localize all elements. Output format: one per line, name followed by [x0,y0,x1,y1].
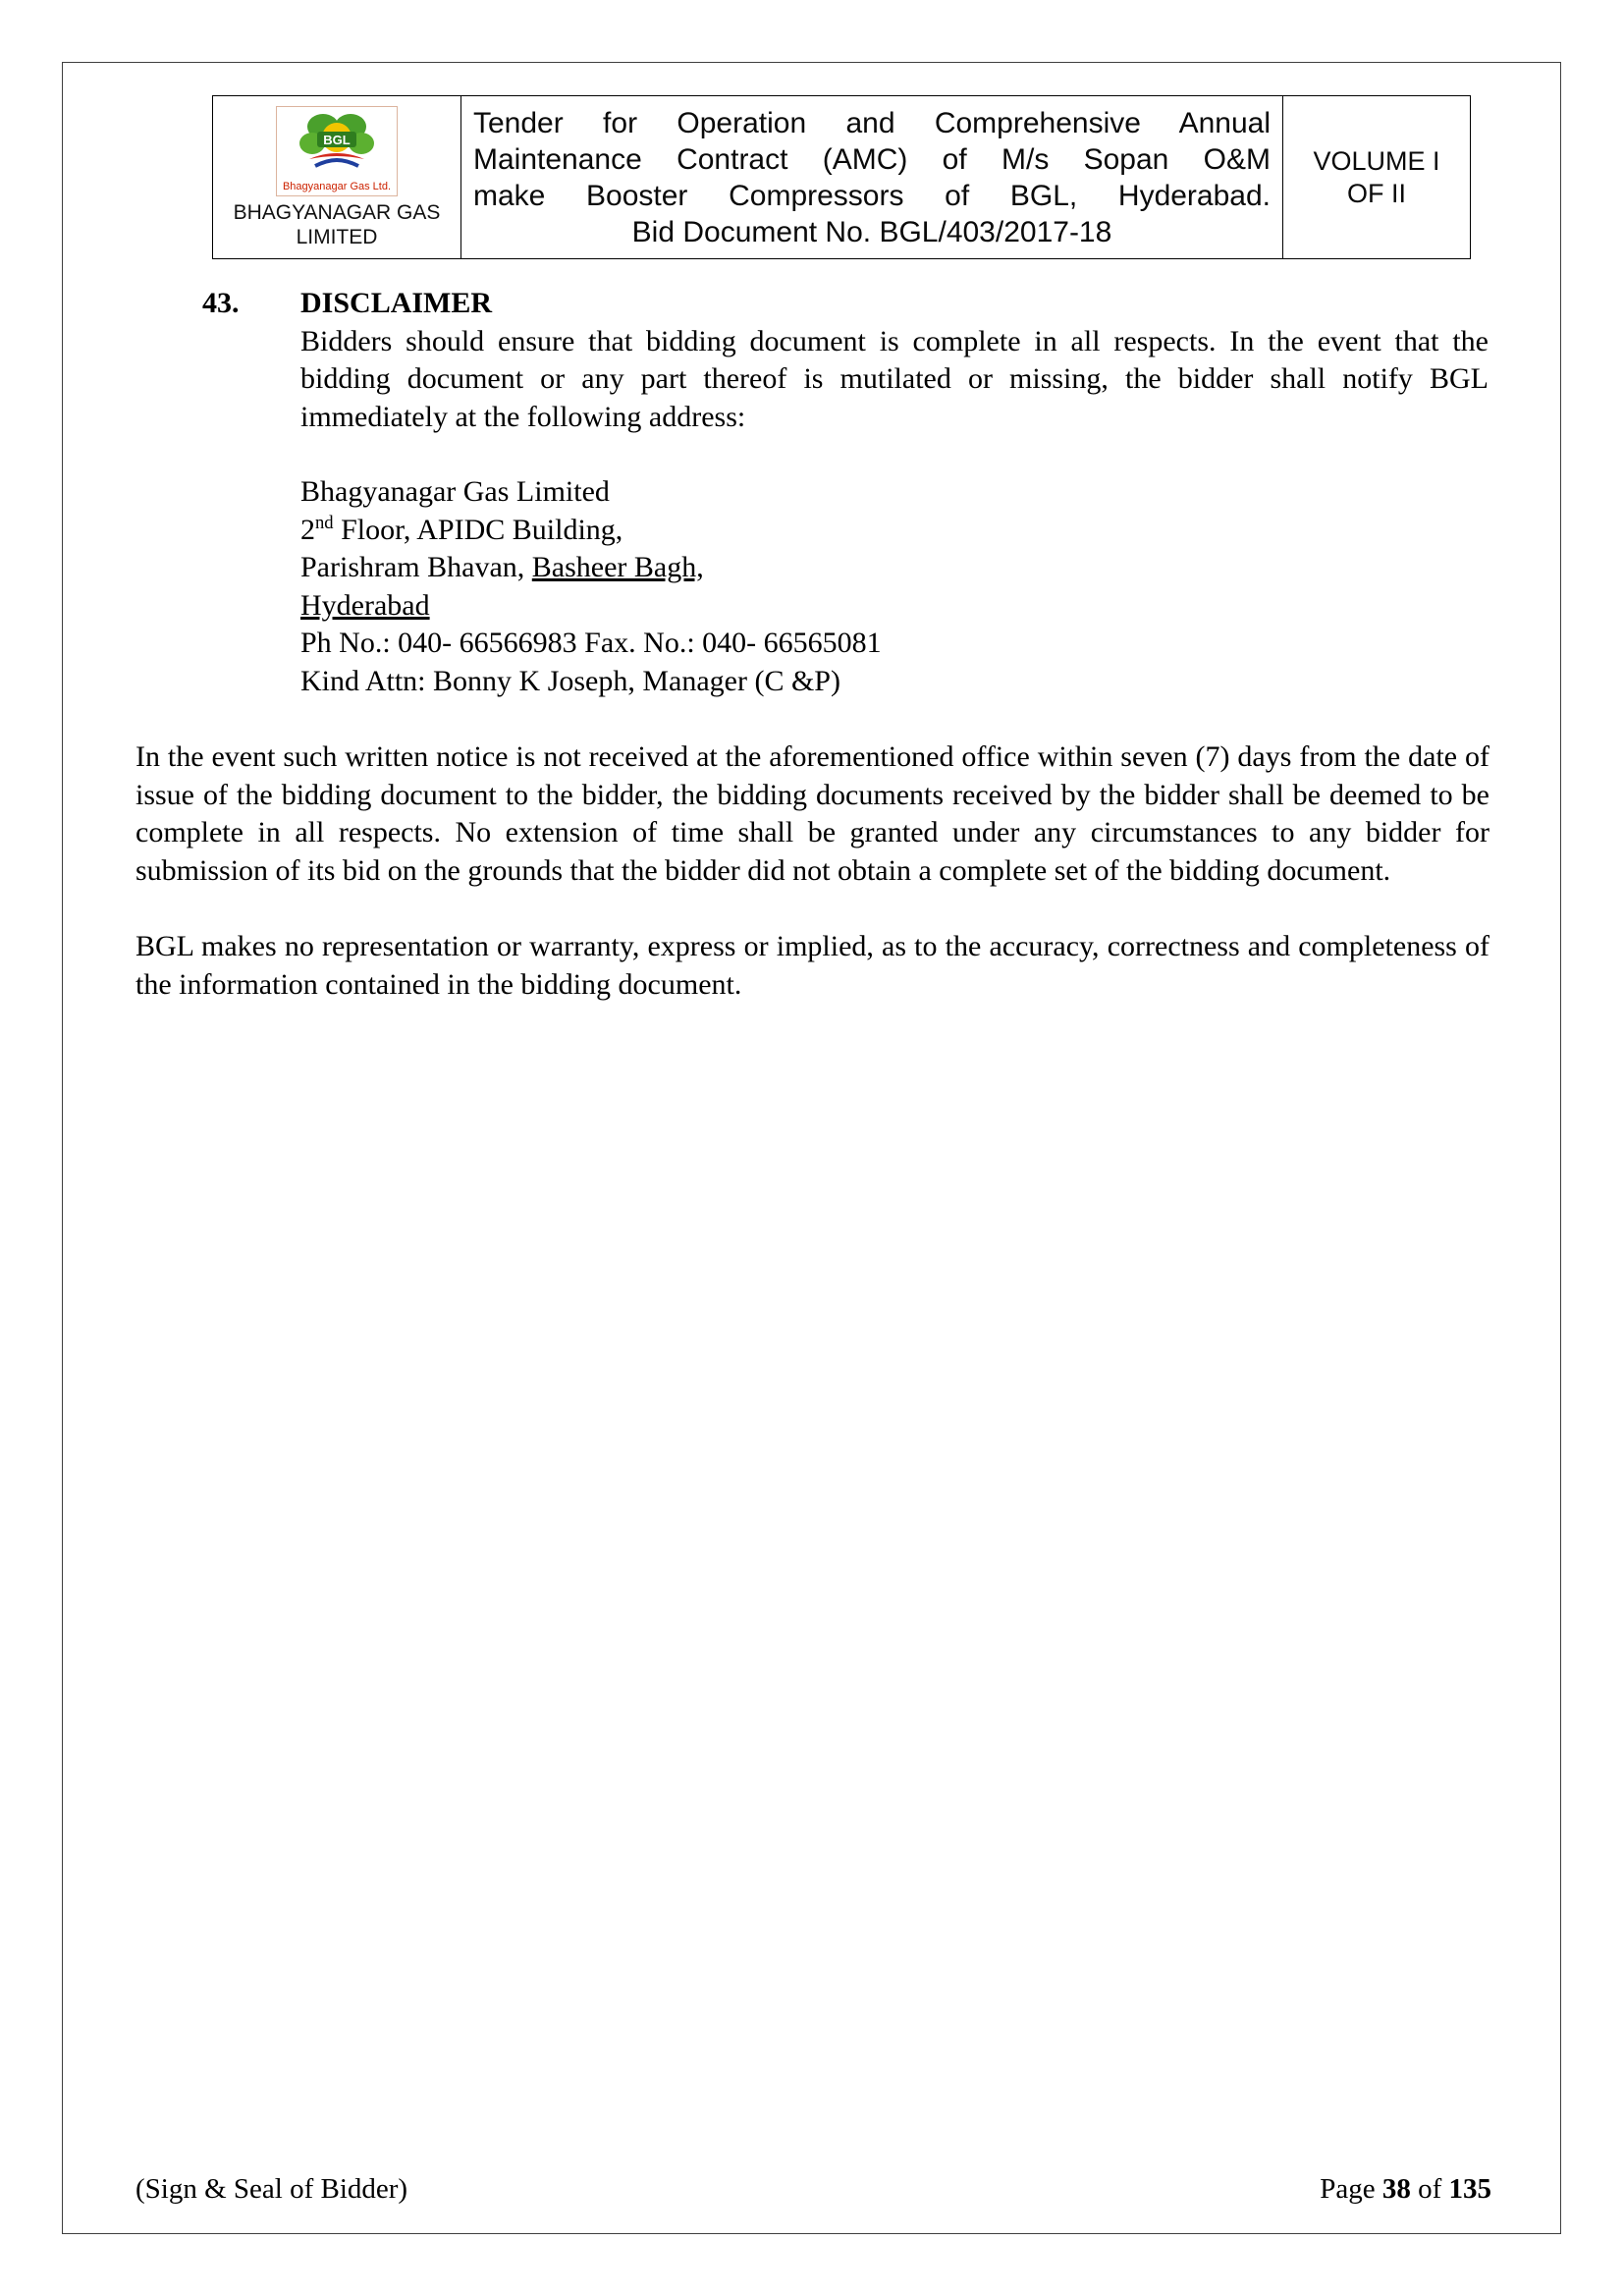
document-body [135,285,1489,1004]
page-total: 135 [1448,2173,1491,2205]
disclaimer-intro-paragraph: Bidders should ensure that bidding document is complete in all respects. In the event that the bidding document or any part thereof is mutilated or missing, the bidder shall notify BGL immediately at the following address: [300,324,1489,433]
address-city [300,587,1489,626]
sign-seal-label: (Sign & Seal of Bidder) [135,2173,408,2205]
address-area [300,549,1489,587]
notice-paragraph: In the event such written notice is not received at the aforementioned office within seven (7) days from the date of issue of the bidding document to the bidder, the bidding documents received by the bidder shall be deemed to be complete in all respects. No extension of time shall be granted under any circumstances to any bidder for submission of its bid on the grounds that the bidder did not obtain a complete set of the bidding document. [135,740,1489,887]
page-current: 38 [1381,2173,1411,2205]
address-company: Bhagyanagar Gas Limited [300,475,610,508]
org-name [234,200,441,249]
volume-cell [1283,96,1470,258]
tender-title-line1: Tender for Operation and Comprehensive Annual [473,107,1271,139]
page-footer [135,2173,1491,2206]
logo-caption: Bhagyanagar Gas Ltd. [282,180,392,192]
logo-cell [213,96,460,258]
bid-document-number: Bid Document No. BGL/403/2017-18 [631,216,1112,248]
address-city-underlined: Hyderabad [300,588,430,622]
org-name-line1: BHAGYANAGAR GAS [233,200,441,224]
document-header [212,95,1471,259]
page-word: Page [1320,2173,1376,2205]
address-attn: Kind Attn: Bonny K Joseph, Manager (C &P) [300,664,840,697]
of-word: of [1418,2173,1442,2205]
warranty-paragraph: BGL makes no representation or warranty, express or implied, as to the accuracy, correctness and completeness of the information contained in the bidding document. [135,930,1489,1001]
tender-title-cell [460,96,1283,258]
address-area-underlined: Basheer Bagh, [531,551,704,583]
section-heading-row [135,285,1489,323]
volume-line2: OF II [1347,178,1406,208]
bgl-logo-text: BGL [323,132,351,147]
bgl-logo-icon [294,110,380,181]
address-block [300,473,1489,700]
address-floor [300,512,1489,550]
address-area-text: Parishram Bhavan, [300,551,532,583]
section-title: DISCLAIMER [300,287,493,319]
page-frame [62,62,1561,2234]
address-floor-number: 2 [300,513,315,546]
address-floor-text: Floor, APIDC Building, [333,513,623,546]
address-floor-ordinal: nd [315,512,334,533]
tender-title-line3: make Booster Compressors of BGL, Hyderabad. [473,180,1271,212]
tender-title-line2: Maintenance Contract (AMC) of M/s Sopan O&M [473,143,1271,176]
volume-line1: VOLUME I [1313,145,1440,176]
org-name-line2: LIMITED [296,225,378,248]
section-number: 43. [202,287,240,319]
bgl-logo [276,106,398,196]
address-phone: Ph No.: 040- 66566983 Fax. No.: 040- 66565081 [300,627,882,659]
page-number-indicator [1320,2173,1491,2206]
